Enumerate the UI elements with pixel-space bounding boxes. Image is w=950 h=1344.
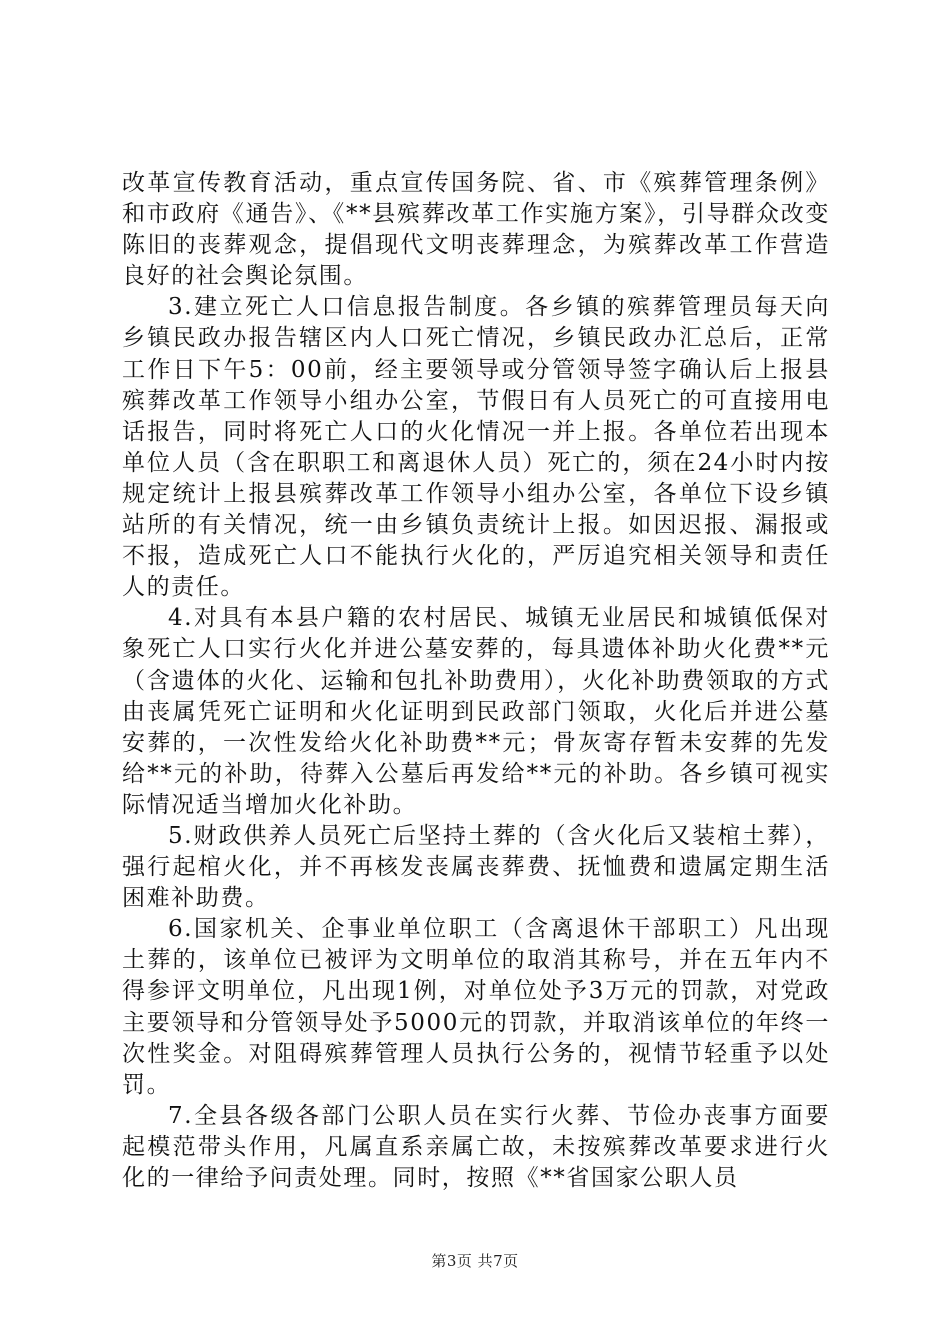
document-body (122, 168, 830, 1194)
paragraph-item-5: 5.财政供养人员死亡后坚持土葬的（含火化后又装棺土葬），强行起棺火化，并不再核发丧属丧葬费、抚恤费和遗属定期生活困难补助费。 (122, 822, 830, 912)
paragraph-item-6: 6.国家机关、企事业单位职工（含离退休干部职工）凡出现土葬的，该单位已被评为文明单位的取消其称号，并在五年内不得参评文明单位，凡出现1例，对单位处予3万元的罚款，对党政主要领导和分管领导处予5000元的罚款，并取消该单位的年终一次性奖金。对阻碍殡葬管理人员执行公务的，视情节轻重予以处罚。 (122, 916, 830, 1098)
page-number-footer: 第3页 共7页 (431, 1252, 519, 1270)
paragraph-continuation: 改革宣传教育活动，重点宣传国务院、省、市《殡葬管理条例》和市政府《通告》、《**县殡葬改革工作实施方案》，引导群众改变陈旧的丧葬观念，提倡现代文明丧葬理念，为殡葬改革工作营造良好的社会舆论氛围。 (122, 170, 830, 290)
paragraph-item-7: 7.全县各级各部门公职人员在实行火葬、节俭办丧事方面要起模范带头作用，凡属直系亲属亡故，未按殡葬改革要求进行火化的一律给予问责处理。同时，按照《**省国家公职人员 (122, 1102, 830, 1191)
paragraph-item-3: 3.建立死亡人口信息报告制度。各乡镇的殡葬管理员每天向乡镇民政办报告辖区内人口死亡情况，乡镇民政办汇总后，正常工作日下午5：00前，经主要领导或分管领导签字确认后上报县殡葬改革工作领导小组办公室，节假日有人员死亡的可直接用电话报告，同时将死亡人口的火化情况一并上报。各单位若出现本单位人员（含在职职工和离退休人员）死亡的，须在24小时内按规定统计上报县殡葬改革工作领导小组办公室，各单位下设乡镇站所的有关情况，统一由乡镇负责统计上报。如因迟报、漏报或不报，造成死亡人口不能执行火化的，严厉追究相关领导和责任人的责任。 (122, 294, 830, 601)
paragraph-item-4: 4.对具有本县户籍的农村居民、城镇无业居民和城镇低保对象死亡人口实行火化并进公墓安葬的，每具遗体补助火化费**元（含遗体的火化、运输和包扎补助费用），火化补助费领取的方式由丧属凭死亡证明和火化证明到民政部门领取，火化后并进公墓安葬的，一次性发给火化补助费**元；骨灰寄存暂未安葬的先发给**元的补助，待葬入公墓后再发给**元的补助。各乡镇可视实际情况适当增加火化补助。 (122, 605, 830, 818)
